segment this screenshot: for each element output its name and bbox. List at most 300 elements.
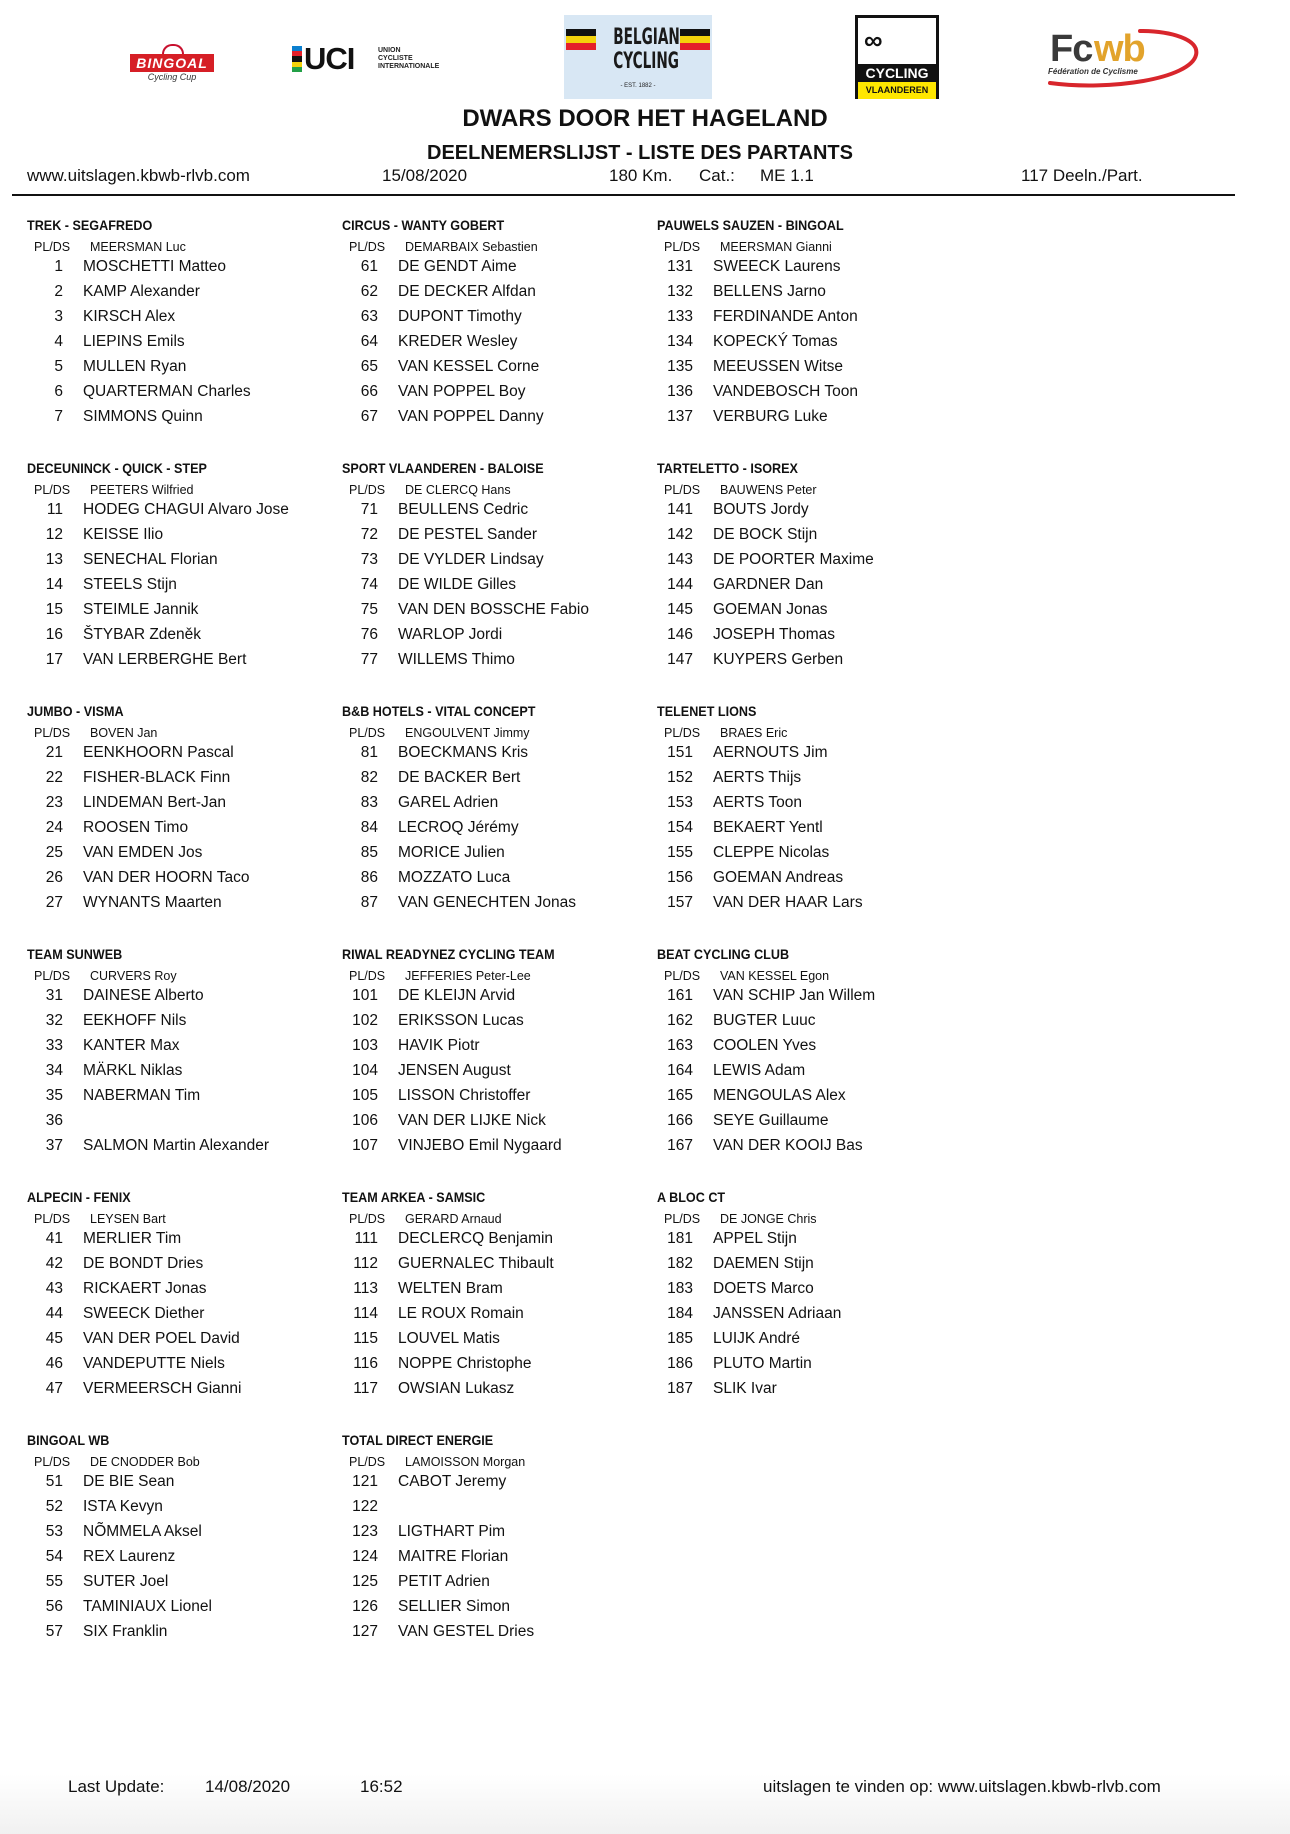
directeur-sportif-label: PL/DS [34, 1212, 71, 1226]
rider-name: BEKAERT Yentl [713, 819, 823, 836]
bib-number: 23 [45, 794, 63, 811]
bib-number: 85 [360, 844, 378, 861]
rider-name: DECLERCQ Benjamin [398, 1230, 554, 1247]
rider-name: KREDER Wesley [398, 333, 518, 350]
rider-name: SWEECK Laurens [713, 258, 841, 275]
rider-row [27, 1012, 327, 1036]
rider-row [27, 576, 327, 600]
rider-row [342, 894, 642, 918]
bib-number: 131 [667, 258, 693, 275]
rider-name: VAN DER HOORN Taco [83, 869, 250, 886]
rider-row [657, 1112, 957, 1136]
bib-number: 25 [45, 844, 63, 861]
bib-number: 82 [360, 769, 378, 786]
bib-number: 27 [45, 894, 63, 911]
rider-name: GOEMAN Andreas [713, 869, 844, 886]
directeur-sportif-name: CURVERS Roy [90, 969, 177, 983]
rider-row [342, 501, 642, 525]
bib-number: 102 [352, 1012, 378, 1029]
bib-number: 107 [352, 1137, 378, 1154]
directeur-sportif-name: PEETERS Wilfried [90, 483, 194, 497]
rider-name: MÄRKL Niklas [83, 1062, 183, 1079]
rider-row [27, 333, 327, 357]
bib-number: 182 [667, 1255, 693, 1272]
rider-name: VAN DER POEL David [83, 1330, 240, 1347]
rider-row [342, 333, 642, 357]
uci-logo-words [378, 47, 439, 71]
rider-name: BOECKMANS Kris [398, 744, 529, 761]
rider-name: EEKHOFF Nils [83, 1012, 187, 1029]
rider-name: CABOT Jeremy [398, 1473, 507, 1490]
rider-name: BUGTER Luuc [713, 1012, 816, 1029]
team-name: RIWAL READYNEZ CYCLING TEAM [342, 946, 555, 962]
rider-name: VAN SCHIP Jan Willem [713, 987, 876, 1004]
rider-name: KUYPERS Gerben [713, 651, 844, 668]
rider-name: WYNANTS Maarten [83, 894, 222, 911]
bib-number: 15 [45, 601, 63, 618]
rider-name: MULLEN Ryan [83, 358, 187, 375]
bib-number: 126 [352, 1598, 378, 1615]
directeur-sportif-name: GERARD Arnaud [405, 1212, 502, 1226]
rider-name: ROOSEN Timo [83, 819, 189, 836]
bib-number: 22 [45, 769, 63, 786]
team-name: B&B HOTELS - VITAL CONCEPT [342, 703, 536, 719]
rider-name: BOUTS Jordy [713, 501, 809, 518]
rider-name: LISSON Christoffer [398, 1087, 531, 1104]
team-name: TOTAL DIRECT ENERGIE [342, 1432, 494, 1448]
directeur-sportif-name: DE JONGE Chris [720, 1212, 817, 1226]
rider-row [27, 744, 327, 768]
team-name: TEAM SUNWEB [27, 946, 123, 962]
team-name: BEAT CYCLING CLUB [657, 946, 790, 962]
rider-name: DUPONT Timothy [398, 308, 522, 325]
rider-name: LIGTHART Pim [398, 1523, 506, 1540]
rider-name: CLEPPE Nicolas [713, 844, 830, 861]
belgian-cycling-word-2: CYCLING [613, 49, 679, 74]
rider-row [342, 651, 642, 675]
bib-number: 33 [45, 1037, 63, 1054]
bib-number: 101 [352, 987, 378, 1004]
rider-row [27, 501, 327, 525]
directeur-sportif-name: MEERSMAN Luc [90, 240, 186, 254]
rider-row [657, 1087, 957, 1111]
directeur-sportif-label: PL/DS [34, 240, 71, 254]
rider-name: DE BONDT Dries [83, 1255, 204, 1272]
rider-row [342, 1230, 642, 1254]
bib-number: 14 [45, 576, 63, 593]
bib-number: 166 [667, 1112, 693, 1129]
rider-row [342, 819, 642, 843]
rider-row [342, 1355, 642, 1379]
last-update-time: 16:52 [360, 1777, 403, 1796]
rider-name: VINJEBO Emil Nygaard [398, 1137, 562, 1154]
team-name: TEAM ARKEA - SAMSIC [342, 1189, 486, 1205]
rider-name: NABERMAN Tim [83, 1087, 201, 1104]
bib-number: 31 [45, 987, 63, 1004]
bingoal-cycling-cup-logo [130, 50, 214, 86]
directeur-sportif-label: PL/DS [349, 483, 386, 497]
directeur-sportif-label: PL/DS [664, 1212, 701, 1226]
rider-name: LIEPINS Emils [83, 333, 185, 350]
bib-number: 83 [360, 794, 378, 811]
rider-row [657, 626, 957, 650]
rider-name: SALMON Martin Alexander [83, 1137, 270, 1154]
rider-row [657, 819, 957, 843]
rider-row [27, 258, 327, 282]
bib-number: 52 [45, 1498, 63, 1515]
rider-row [342, 769, 642, 793]
bib-number: 144 [667, 576, 693, 593]
last-update-label: Last Update: [68, 1777, 165, 1796]
bib-number: 127 [352, 1623, 378, 1640]
team-name: A BLOC CT [657, 1189, 726, 1205]
rider-row [342, 1037, 642, 1061]
rider-row [27, 1548, 327, 1572]
bib-number: 26 [45, 869, 63, 886]
bib-number: 84 [360, 819, 378, 836]
directeur-sportif-name: BAUWENS Peter [720, 483, 817, 497]
bib-number: 44 [45, 1305, 63, 1322]
rider-row [342, 626, 642, 650]
rider-name: LEWIS Adam [713, 1062, 806, 1079]
directeur-sportif-label: PL/DS [349, 726, 386, 740]
rider-name: DE DECKER Alfdan [398, 283, 536, 300]
cycling-vlaanderen-word-2: VLAANDEREN [858, 82, 936, 99]
bib-number: 141 [667, 501, 693, 518]
rider-name: RICKAERT Jonas [83, 1280, 207, 1297]
bib-number: 154 [667, 819, 693, 836]
bib-number: 157 [667, 894, 693, 911]
rider-name: DE WILDE Gilles [398, 576, 516, 593]
rider-name: JOSEPH Thomas [713, 626, 836, 643]
rider-name: AERNOUTS Jim [713, 744, 828, 761]
rider-name: MENGOULAS Alex [713, 1087, 846, 1104]
rider-row [27, 1498, 327, 1522]
rider-name: JANSSEN Adriaan [713, 1305, 842, 1322]
rider-row [342, 526, 642, 550]
website-link[interactable]: www.uitslagen.kbwb-rlvb.com [27, 166, 250, 185]
rider-name: BELLENS Jarno [713, 283, 826, 300]
directeur-sportif-label: PL/DS [34, 726, 71, 740]
rider-name: EENKHOORN Pascal [83, 744, 234, 761]
rider-name: BEULLENS Cedric [398, 501, 529, 518]
rider-name: SLIK Ivar [713, 1380, 777, 1397]
category-label: Cat.: [699, 166, 735, 185]
bib-number: 17 [45, 651, 63, 668]
bib-number: 163 [667, 1037, 693, 1054]
rider-row [27, 601, 327, 625]
bib-number: 142 [667, 526, 693, 543]
team-name: JUMBO - VISMA [27, 703, 124, 719]
rider-row [27, 1523, 327, 1547]
rider-name: VAN KESSEL Corne [398, 358, 540, 375]
rider-name: ERIKSSON Lucas [398, 1012, 524, 1029]
rider-name: ISTA Kevyn [83, 1498, 163, 1515]
rider-row [657, 333, 957, 357]
rider-name: QUARTERMAN Charles [83, 383, 251, 400]
rider-row [342, 1623, 642, 1647]
bib-number: 147 [667, 651, 693, 668]
directeur-sportif-label: PL/DS [664, 726, 701, 740]
rider-row [342, 1573, 642, 1597]
rider-name: ŠTYBAR Zdeněk [83, 626, 202, 643]
rider-name: GAREL Adrien [398, 794, 499, 811]
fcwb-logo-wb: wb [1094, 28, 1145, 70]
bib-number: 62 [360, 283, 378, 300]
rider-name: KOPECKÝ Tomas [713, 333, 838, 350]
bib-number: 183 [667, 1280, 693, 1297]
bib-number: 111 [354, 1230, 378, 1247]
flag-stripe [566, 36, 596, 43]
rider-row [342, 1255, 642, 1279]
rider-name: DE BACKER Bert [398, 769, 521, 786]
rider-row [657, 526, 957, 550]
team-name: TARTELETTO - ISOREX [657, 460, 798, 476]
bib-number: 4 [54, 333, 63, 350]
rider-name: DE BIE Sean [83, 1473, 175, 1490]
bib-number: 87 [360, 894, 378, 911]
rider-row [342, 551, 642, 575]
bib-number: 162 [667, 1012, 693, 1029]
directeur-sportif-label: PL/DS [349, 1455, 386, 1469]
bib-number: 46 [45, 1355, 63, 1372]
rider-row [342, 794, 642, 818]
rider-row [27, 894, 327, 918]
bib-number: 36 [45, 1112, 63, 1129]
rider-row [27, 1623, 327, 1647]
bib-number: 184 [667, 1305, 693, 1322]
rider-row [27, 1355, 327, 1379]
rider-name: WELTEN Bram [398, 1280, 503, 1297]
uci-stripe [292, 67, 302, 72]
rider-row [657, 651, 957, 675]
rider-row [27, 1037, 327, 1061]
rider-row [657, 1062, 957, 1086]
rider-row [657, 744, 957, 768]
rider-row [657, 1255, 957, 1279]
rider-row [657, 769, 957, 793]
team-name: TREK - SEGAFREDO [27, 217, 153, 233]
directeur-sportif-label: PL/DS [664, 483, 701, 497]
rider-name: VANDEBOSCH Toon [713, 383, 859, 400]
bib-number: 54 [45, 1548, 63, 1565]
bib-number: 106 [352, 1112, 378, 1129]
bib-number: 121 [352, 1473, 378, 1490]
rider-row [657, 408, 957, 432]
rider-name: FERDINANDE Anton [713, 308, 858, 325]
rider-name: LOUVEL Matis [398, 1330, 500, 1347]
bib-number: 7 [54, 408, 63, 425]
belgian-cycling-logo [564, 15, 712, 99]
rider-name: VERMEERSCH Gianni [83, 1380, 242, 1397]
rider-name: DE BOCK Stijn [713, 526, 818, 543]
team-name: PAUWELS SAUZEN - BINGOAL [657, 217, 844, 233]
race-category: ME 1.1 [760, 166, 814, 185]
bib-number: 151 [667, 744, 693, 761]
directeur-sportif-name: LAMOISSON Morgan [405, 1455, 526, 1469]
rider-name: GARDNER Dan [713, 576, 824, 593]
directeur-sportif-name: DE CLERCQ Hans [405, 483, 511, 497]
directeur-sportif-name: ENGOULVENT Jimmy [405, 726, 530, 740]
rider-row [342, 1112, 642, 1136]
bib-number: 74 [360, 576, 378, 593]
participant-count: 117 Deeln./Part. [1021, 166, 1143, 185]
bib-number: 64 [360, 333, 378, 350]
rider-row [27, 1305, 327, 1329]
rider-row [27, 626, 327, 650]
bib-number: 105 [352, 1087, 378, 1104]
bib-number: 133 [667, 308, 693, 325]
rider-name: APPEL Stijn [713, 1230, 797, 1247]
rider-name: PETIT Adrien [398, 1573, 490, 1590]
directeur-sportif-label: PL/DS [664, 240, 701, 254]
rider-row [657, 1355, 957, 1379]
rider-name: STEELS Stijn [83, 576, 177, 593]
bib-number: 67 [360, 408, 378, 425]
rider-name: LUIJK André [713, 1330, 801, 1347]
rider-name: COOLEN Yves [713, 1037, 817, 1054]
rider-name: MOZZATO Luca [398, 869, 511, 886]
rider-row [27, 1330, 327, 1354]
rider-name: AERTS Thijs [713, 769, 802, 786]
race-date: 15/08/2020 [382, 166, 468, 185]
rider-row [657, 358, 957, 382]
bib-number: 145 [667, 601, 693, 618]
uci-logo [292, 41, 452, 76]
bib-number: 51 [45, 1473, 63, 1490]
rider-name: SIX Franklin [83, 1623, 168, 1640]
rider-row [342, 987, 642, 1011]
bib-number: 77 [360, 651, 378, 668]
results-website-note[interactable]: uitslagen te vinden op: www.uitslagen.kbwb-rlvb.com [763, 1777, 1161, 1796]
rider-row [27, 308, 327, 332]
bib-number: 155 [667, 844, 693, 861]
team-name: ALPECIN - FENIX [27, 1189, 131, 1205]
bib-number: 186 [667, 1355, 693, 1372]
fcwb-logo [1040, 25, 1200, 89]
rider-row [27, 1062, 327, 1086]
rider-row [657, 844, 957, 868]
cycling-vlaanderen-word-1: CYCLING [858, 64, 936, 82]
rider-name: KEISSE Ilio [83, 526, 164, 543]
rider-row [27, 1230, 327, 1254]
rider-name: LE ROUX Romain [398, 1305, 524, 1322]
bib-number: 153 [667, 794, 693, 811]
rider-row [657, 794, 957, 818]
rider-row [27, 819, 327, 843]
rider-row [657, 1305, 957, 1329]
rider-row [27, 358, 327, 382]
rider-row [657, 894, 957, 918]
rider-name: WARLOP Jordi [398, 626, 503, 643]
bib-number: 76 [360, 626, 378, 643]
rider-row [27, 551, 327, 575]
bib-number: 104 [352, 1062, 378, 1079]
directeur-sportif-label: PL/DS [349, 240, 386, 254]
bib-number: 143 [667, 551, 693, 568]
bingoal-logo-wordmark: BINGOAL [130, 54, 214, 72]
bib-number: 42 [45, 1255, 63, 1272]
rider-row [657, 576, 957, 600]
rider-row [342, 1473, 642, 1497]
header-divider [12, 194, 1235, 196]
bib-number: 122 [352, 1498, 378, 1515]
bib-number: 134 [667, 333, 693, 350]
bib-number: 56 [45, 1598, 63, 1615]
rider-name: HAVIK Piotr [398, 1037, 480, 1054]
rider-name: VAN LERBERGHE Bert [83, 651, 247, 668]
bib-number: 12 [45, 526, 63, 543]
rider-row [657, 869, 957, 893]
rider-name: VAN DER LIJKE Nick [398, 1112, 546, 1129]
rider-name: VAN DER KOOIJ Bas [713, 1137, 863, 1154]
bib-number: 125 [352, 1573, 378, 1590]
rider-name: SWEECK Diether [83, 1305, 205, 1322]
rider-row [657, 383, 957, 407]
directeur-sportif-label: PL/DS [664, 969, 701, 983]
rider-name: SIMMONS Quinn [83, 408, 203, 425]
rider-row [657, 308, 957, 332]
bib-number: 45 [45, 1330, 63, 1347]
directeur-sportif-name: MEERSMAN Gianni [720, 240, 832, 254]
rider-row [342, 1062, 642, 1086]
rider-row [27, 383, 327, 407]
rider-name: DE KLEIJN Arvid [398, 987, 516, 1004]
rider-name: VAN GENECHTEN Jonas [398, 894, 577, 911]
rider-row [27, 1473, 327, 1497]
bib-number: 34 [45, 1062, 63, 1079]
rider-row [657, 258, 957, 282]
rider-row [342, 1523, 642, 1547]
bib-number: 161 [667, 987, 693, 1004]
rider-name: VAN POPPEL Danny [398, 408, 544, 425]
directeur-sportif-label: PL/DS [349, 1212, 386, 1226]
rider-row [342, 358, 642, 382]
rider-name: REX Laurenz [83, 1548, 176, 1565]
bib-number: 5 [54, 358, 63, 375]
rider-name: JENSEN August [398, 1062, 511, 1079]
bib-number: 41 [45, 1230, 63, 1247]
bib-number: 113 [353, 1280, 378, 1297]
bib-number: 57 [45, 1623, 63, 1640]
bib-number: 75 [360, 601, 378, 618]
bib-number: 115 [353, 1330, 378, 1347]
rider-row [657, 1330, 957, 1354]
rider-name: NOPPE Christophe [398, 1355, 532, 1372]
rider-row [342, 1380, 642, 1404]
rider-row [27, 794, 327, 818]
bib-number: 37 [45, 1137, 63, 1154]
rider-name: VAN GESTEL Dries [398, 1623, 535, 1640]
rider-name: KAMP Alexander [83, 283, 200, 300]
rider-name: TAMINIAUX Lionel [83, 1598, 212, 1615]
rider-name: GUERNALEC Thibault [398, 1255, 554, 1272]
bib-number: 135 [667, 358, 693, 375]
bib-number: 117 [353, 1380, 378, 1397]
rider-row [657, 601, 957, 625]
rider-name: LECROQ Jérémy [398, 819, 519, 836]
rider-name: GOEMAN Jonas [713, 601, 828, 618]
last-update-date: 14/08/2020 [205, 1777, 291, 1796]
infinity-icon: ∞ [864, 25, 883, 55]
team-name: BINGOAL WB [27, 1432, 110, 1448]
rider-row [27, 651, 327, 675]
flag-stripe [566, 43, 596, 50]
rider-row [27, 1137, 327, 1161]
belgian-cycling-est: - EST. 1882 - [620, 83, 656, 89]
rider-row [27, 844, 327, 868]
flag-stripe [680, 43, 710, 50]
